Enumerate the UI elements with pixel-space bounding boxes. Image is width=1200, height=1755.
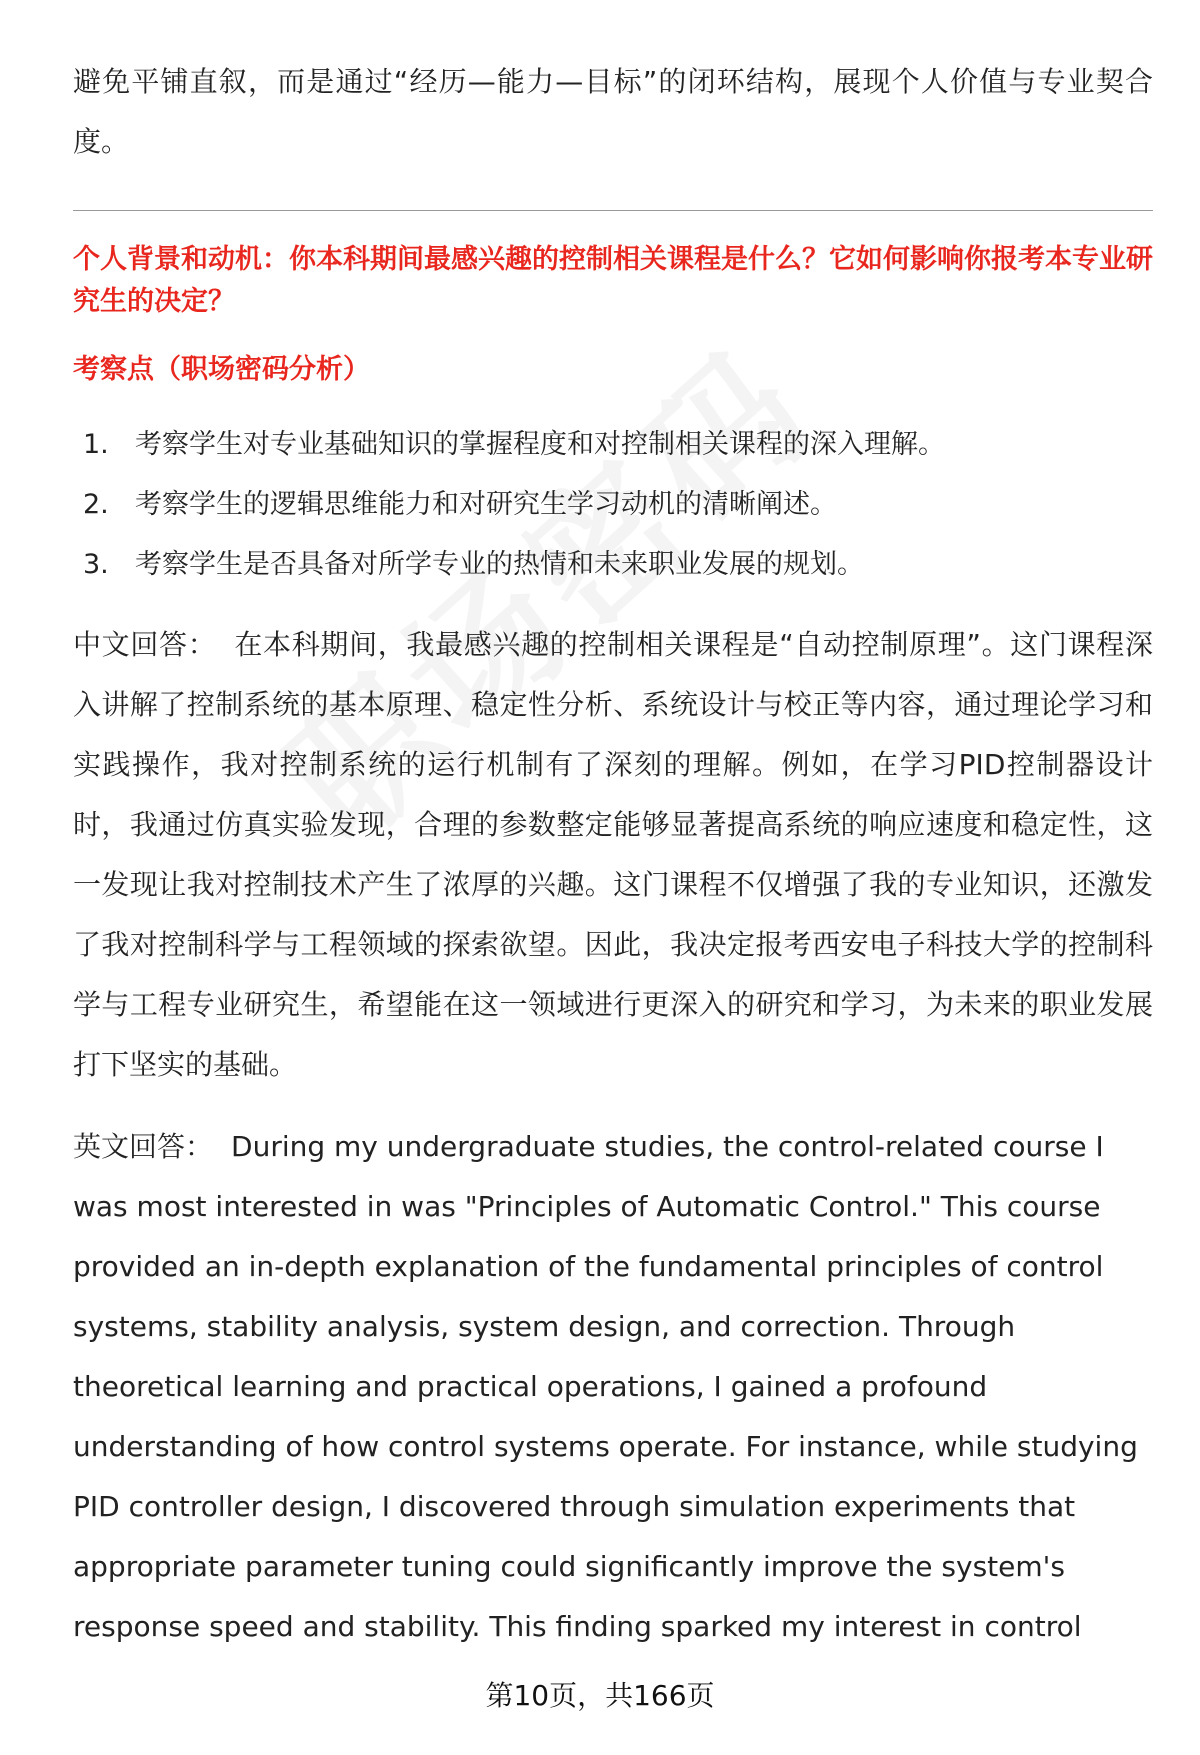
english-answer — [73, 1117, 1153, 1657]
list-item — [73, 475, 1153, 535]
page-footer: 第10页，共166页 — [485, 1679, 715, 1712]
list-item-text: 考察学生的逻辑思维能力和对研究生学习动机的清晰阐述。 — [135, 489, 837, 520]
chinese-answer — [73, 615, 1153, 1095]
list-item-number: 1. — [83, 429, 109, 460]
list-item — [73, 415, 1153, 475]
list-item-text: 考察学生是否具备对所学专业的热情和未来职业发展的规划。 — [135, 549, 864, 580]
chinese-answer-text: 在本科期间，我最感兴趣的控制相关课程是“自动控制原理”。这门课程深入讲解了控制系统的基本原理、稳定性分析、系统设计与校正等内容，通过理论学习和实践操作，我对控制系统的运行机制有了深刻的理解。例如，在学习PID控制器设计时，我通过仿真实验发现，合理的参数整定能够显著提高系统的响应速度和稳定性，这一发现让我对控制技术产生了浓厚的兴趣。这门课程不仅增强了我的专业知识，还激发了我对控制科学与工程领域的探索欲望。因此，我决定报考西安电子科技大学的控制科学与工程专业研究生，希望能在这一领域进行更深入的研究和学习，为未来的职业发展打下坚实的基础。 — [73, 628, 1153, 1081]
list-item-number: 3. — [83, 549, 109, 580]
question-title: 个人背景和动机：你本科期间最感兴趣的控制相关课程是什么？它如何影响你报考本专业研究生的决定？ — [73, 244, 1153, 317]
examination-heading: 考察点（职场密码分析） — [73, 354, 370, 385]
list-item-number: 2. — [83, 489, 109, 520]
section-divider — [73, 210, 1153, 211]
document-content — [73, 52, 1153, 1685]
list-item — [73, 535, 1153, 595]
intro-paragraph: 避免平铺直叙，而是通过“经历—能力—目标”的闭环结构，展现个人价值与专业契合度。 — [73, 65, 1153, 158]
english-answer-label: 英文回答： — [73, 1130, 214, 1163]
chinese-answer-label: 中文回答： — [73, 628, 217, 661]
english-answer-text: During my undergraduate studies, the control-related course I was most interested in was "Principles of Automatic Control." This course provided an in-depth explanation of the fundamental principles of control systems, stability analysis, system design, and correction. Through theoretical learning and practical operations, I gained a profound understanding of how control systems operate. For instance, while studying PID controller design, I discovered through simulation experiments that appropriate parameter tuning could significantly improve the system's response speed and stability. This finding sparked my interest in control — [73, 1130, 1138, 1643]
list-item-text: 考察学生对专业基础知识的掌握程度和对控制相关课程的深入理解。 — [135, 429, 945, 460]
examination-list — [73, 415, 1153, 595]
